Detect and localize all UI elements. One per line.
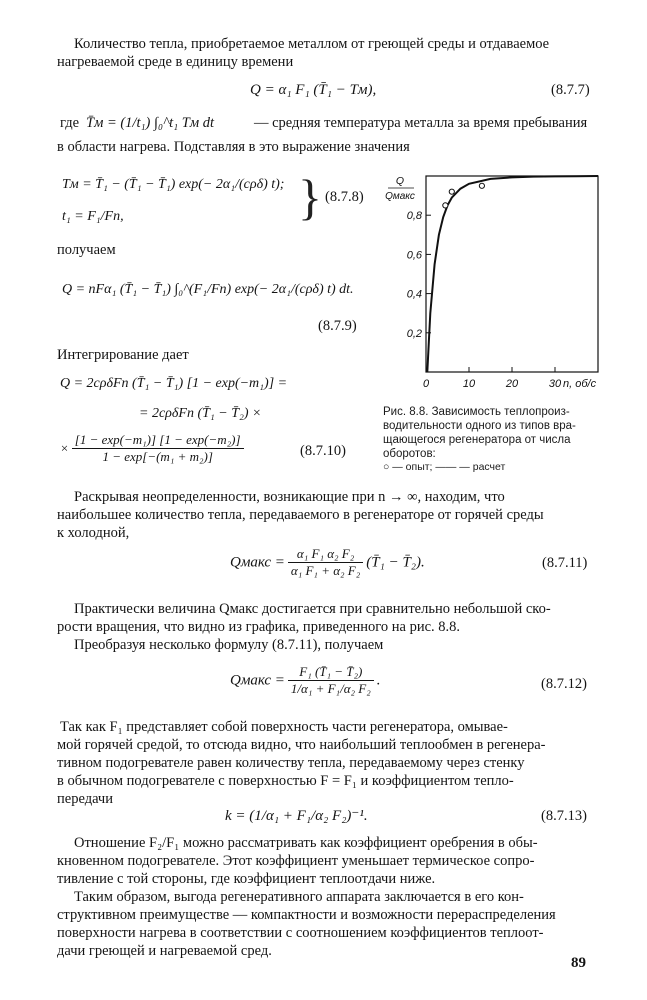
x-tick-label: 0 [422,378,430,390]
text-line: мой горячей средой, то отсюда видно, что наибольший теплообмен в регенера- [57,737,546,753]
fraction-denominator: α₁ F₁ + α₂ F₂ [290,563,361,578]
equation-number: (8.7.8) [325,189,364,205]
text-line: передачи [57,791,113,807]
equation-rhs: (T̄₁ − T̄₂). [366,554,425,571]
y-axis-label: Qмакс [385,191,415,202]
page-number: 89 [571,955,586,971]
figure-legend: ○ — опыт; —— — расчет [383,461,506,473]
equation-8-7-8-line2: t₁ = F₁/Fn, [62,209,124,224]
fraction-numerator: α₁ F₁ α₂ F₂ [288,546,363,563]
figure-caption-line: щающегося регенератора от числа [383,434,571,446]
inline-formula: T̄м = (1/t₁) ∫₀^t₁ Tм dt [86,115,215,131]
text-line: в области нагрева. Подставляя в это выражение значения [57,139,410,155]
x-axis-label: n, об/с [563,378,597,390]
figure-caption-line: Рис. 8.8. Зависимость теплопроиз- [383,406,570,418]
fraction-denominator: 1 − exp[−(m₁ + m₂)] [102,449,213,464]
equation-number: (8.7.9) [318,318,357,334]
equation-number: (8.7.10) [300,443,346,459]
text-line: рости вращения, что видно из графика, приведенного на рис. 8.8. [57,619,461,635]
text-line: Интегрирование дает [57,347,189,363]
equation-8-7-12 [230,664,381,697]
equation-8-7-8-line1: Tм = T̄₁ − (T̄₁ − T̄₁) exp(− 2α₁/(cρδ) t); [62,177,285,192]
right-brace: } [298,169,322,225]
equation-lhs: Qмакс = [230,554,285,571]
text-line: тивление с той стороны, где коэффициент теплоотдачи ниже. [57,871,436,887]
text-line: получаем [57,242,116,258]
y-tick-label: 0,6 [406,249,422,262]
equation-8-7-10-line1: Q = 2cρδFn (T̄₁ − T̄₁) [1 − exp(−m₁)] = [60,376,288,391]
data-point-opyt [443,203,448,208]
x-tick-label: 20 [505,378,519,390]
text-line: Раскрывая неопределенности, возникающие при n → ∞, находим, что [74,489,505,505]
text-line: наибольшее количество тепла, передаваемого в регенераторе от горячей среды [57,507,544,523]
equation-8-7-7: Q = α₁ F₁ (T̄₁ − Tм), [250,82,377,98]
text-line: Преобразуя несколько формулу (8.7.11), получаем [74,637,384,653]
text-line: к холодной, [57,525,130,541]
equation-number: (8.7.12) [541,676,587,692]
data-point-opyt [479,183,484,188]
text-line: дачи греющей и нагреваемой сред. [57,943,272,959]
text-line: — средняя температура металла за время пребывания [254,115,588,131]
text-line: структивном преимуществе — компактности и возможности перераспределения [57,907,556,923]
equation-lhs: Qмакс = [230,672,285,689]
equation-tail: . [376,672,381,689]
figure-caption-line: водительности одного из типов вра- [383,420,576,432]
text-line: Отношение F₂/F₁ можно рассматривать как коэффициент оребрения в обы- [74,835,538,851]
text-line: Таким образом, выгода регенеративного аппарата заключается в его кон- [74,889,524,905]
y-tick-label: 0,4 [406,288,422,301]
text-line: кновенном подогревателе. Этот коэффициент уменьшает термическое сопро- [57,853,535,869]
figure-8-8-chart [378,168,613,393]
text-line: поверхности нагрева в соответствии с соотношением коэффициентов теплоот- [57,925,544,941]
equation-8-7-11 [230,546,425,579]
text-line: нагреваемой среде в единицу времени [57,54,294,70]
fraction-denominator: 1/α₁ + F₁/α₂ F₂ [290,681,371,696]
data-point-opyt [449,189,454,194]
series-line-raschet [427,176,598,372]
equation-number: (8.7.11) [542,555,588,571]
equation-8-7-13: k = (1/α₁ + F₁/α₂ F₂)⁻¹. [225,808,368,824]
equation-8-7-10-line3: × $\frac{\text{[1 − exp(−m₁)] [1 − exp(−m₂)]}}{\text{1 − exp[−(m₁ + m₂)]}}$ [60,432,247,465]
equation-number: (8.7.7) [551,82,590,98]
text-line: где [60,115,80,131]
text-line: Количество тепла, приобретаемое металлом от греющей среды и отдаваемое [74,36,550,52]
text-line: в обычном подогревателе с поверхностью F = F₁ и коэффициентом тепло- [57,773,514,789]
x-tick-label: 30 [548,378,562,390]
y-tick-label: 0,2 [406,327,422,340]
fraction-numerator: F₁ (T̄₁ − T̄₂) [288,664,374,681]
y-axis-label: Q [395,175,405,187]
text-line: тивном подогревателе равен количеству тепла, передаваемому через стенку [57,755,525,771]
plot-frame [426,176,598,372]
equation-number: (8.7.13) [541,808,587,824]
fraction-numerator: [1 − exp(−m₁)] [1 − exp(−m₂)] [72,432,244,449]
y-tick-label: 0,8 [406,210,422,223]
text-line: Так как F₁ представляет собой поверхность части регенератора, омывае- [60,719,508,735]
equation-8-7-10-line2: = 2cρδFn (T̄₁ − T̄₂) × [139,406,262,421]
equation-8-7-9: Q = nFα₁ (T̄₁ − T̄₁) ∫₀^(F₁/Fn) exp(− 2α₁/(cρδ) t) dt. [62,282,354,297]
figure-caption-line: оборотов: [383,448,436,460]
x-tick-label: 10 [462,378,476,390]
text-line: Практически величина Qмакс достигается при сравнительно небольшой ско- [74,601,551,617]
